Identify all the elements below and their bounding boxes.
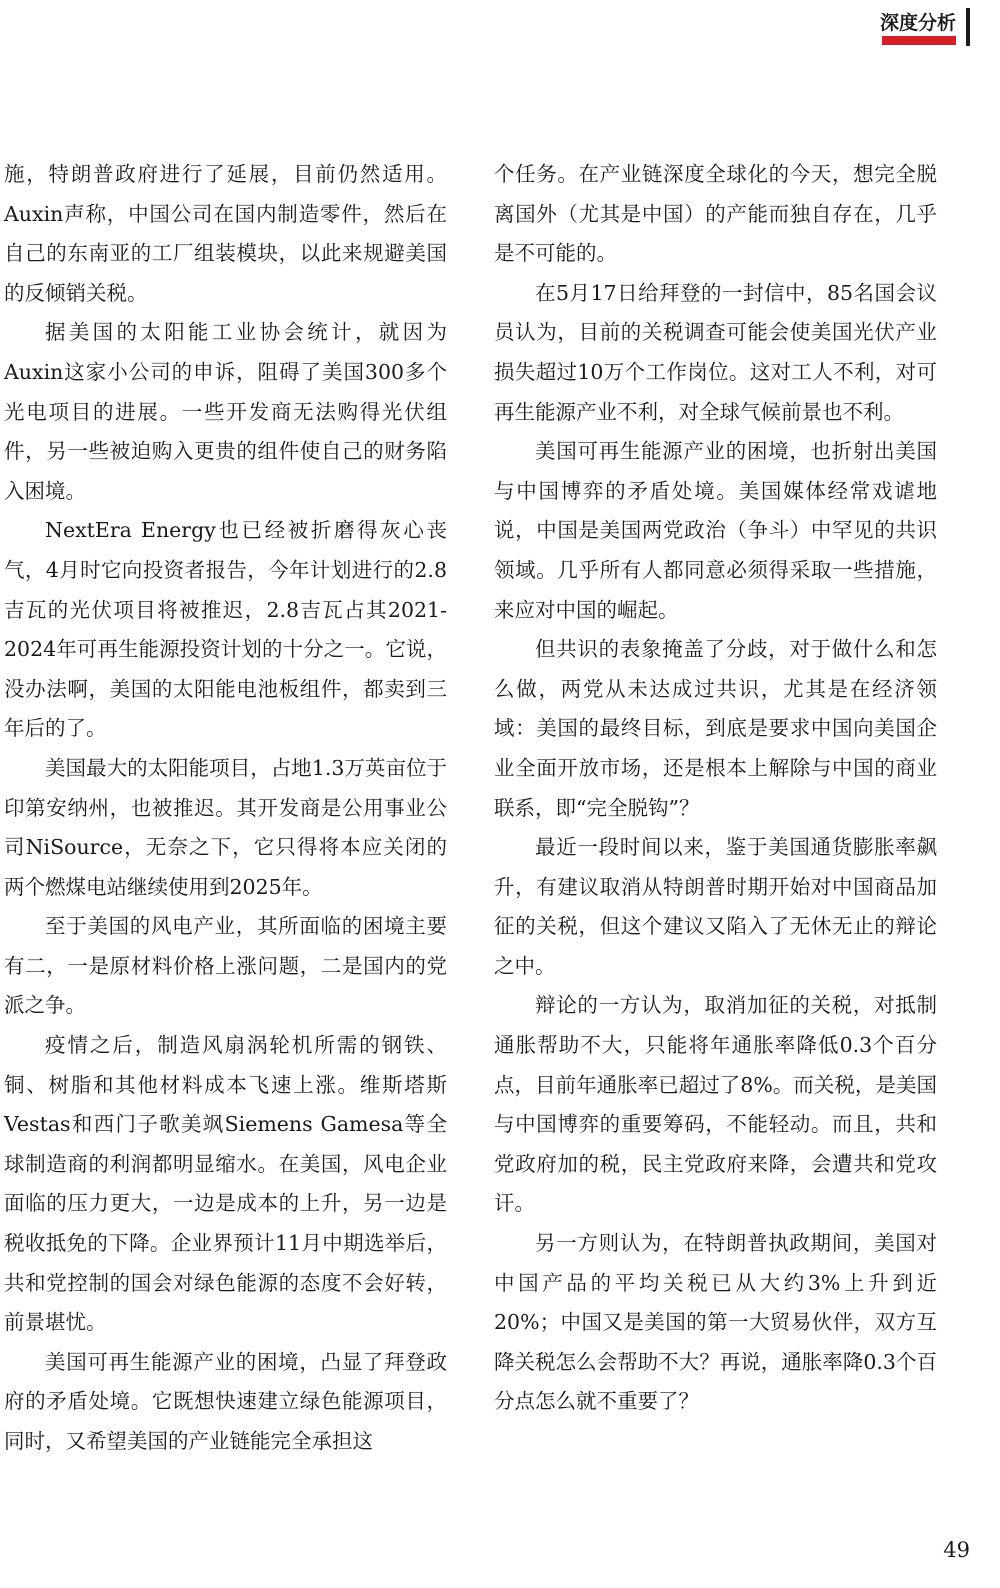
left-column [4,155,447,1462]
paragraph: 辩论的一方认为，取消加征的关税，对抵制通胀帮助不大，只能将年通胀率降低0.3个百分点，目前年通胀率已超过了8%。而关税，是美国与中国博弈的重要筹码，不能轻动。而且，共和党政府加的税，民主党政府来降，会遭共和党攻讦。 [494,993,937,1216]
paragraph: 据美国的太阳能工业协会统计，就因为Auxin这家小公司的申诉，阻碍了美国300多个光电项目的进展。一些开发商无法购得光伏组件，另一些被迫购入更贵的组件使自己的财务陷入困境。 [4,320,447,503]
right-column [494,155,937,1422]
paragraph: 美国可再生能源产业的困境，凸显了拜登政府的矛盾处境。它既想快速建立绿色能源项目，同时，又希望美国的产业链能完全承担这 [4,1349,447,1453]
paragraph: 最近一段时间以来，鉴于美国通货膨胀率飙升，有建议取消从特朗普时期开始对中国商品加征的关税，但这个建议又陷入了无休无止的辩论之中。 [494,835,937,978]
page-number: 49 [943,1538,970,1562]
paragraph: 另一方则认为，在特朗普执政期间，美国对中国产品的平均关税已从大约3%上升到近20%；中国又是美国的第一大贸易伙伴，双方互降关税怎么会帮助不大？再说，通胀率降0.3个百分点怎么就不重要了？ [494,1231,937,1414]
paragraph: NextEra Energy也已经被折磨得灰心丧气，4月时它向投资者报告，今年计划进行的2.8吉瓦的光伏项目将被推迟，2.8吉瓦占其2021-2024年可再生能源投资计划的十分之一。它说，没办法啊，美国的太阳能电池板组件，都卖到三年后的了。 [4,518,447,741]
section-accent-bar [882,36,956,45]
paragraph: 施，特朗普政府进行了延展，目前仍然适用。Auxin声称，中国公司在国内制造零件，然后在自己的东南亚的工厂组装模块，以此来规避美国的反倾销关税。 [4,162,447,305]
paragraph: 在5月17日给拜登的一封信中，85名国会议员认为，目前的关税调查可能会使美国光伏产业损失超过10万个工作岗位。这对工人不利，对可再生能源产业不利，对全球气候前景也不利。 [494,280,937,424]
section-title: 深度分析 [879,12,956,34]
header-divider [966,8,970,46]
paragraph: 美国可再生能源产业的困境，也折射出美国与中国博弈的矛盾处境。美国媒体经常戏谑地说，中国是美国两党政治（争斗）中罕见的共识领域。几乎所有人都同意必须得采取一些措施，来应对中国的崛起。 [494,439,937,622]
paragraph: 疫情之后，制造风扇涡轮机所需的钢铁、铜、树脂和其他材料成本飞速上涨。维斯塔斯Vestas和西门子歌美飒Siemens Gamesa等全球制造商的利润都明显缩水。在美国，风电企业面临的压力更大，一边是成本的上升，另一边是税收抵免的下降。企业界预计11月中期选举后，共和党控制的国会对绿色能源的态度不会好转，前景堪忧。 [4,1033,447,1335]
paragraph: 但共识的表象掩盖了分歧，对于做什么和怎么做，两党从未达成过共识，尤其是在经济领域：美国的最终目标，到底是要求中国向美国企业全面开放市场，还是根本上解除与中国的商业联系，即“完全脱钩”？ [494,637,937,820]
paragraph: 美国最大的太阳能项目，占地1.3万英亩位于印第安纳州，也被推迟。其开发商是公用事业公司NiSource，无奈之下，它只得将本应关闭的两个燃煤电站继续使用到2025年。 [4,755,447,899]
section-header [860,8,970,48]
paragraph: 个任务。在产业链深度全球化的今天，想完全脱离国外（尤其是中国）的产能而独自存在，几乎是不可能的。 [494,162,937,266]
paragraph: 至于美国的风电产业，其所面临的困境主要有二，一是原材料价格上涨问题，二是国内的党派之争。 [4,914,447,1018]
